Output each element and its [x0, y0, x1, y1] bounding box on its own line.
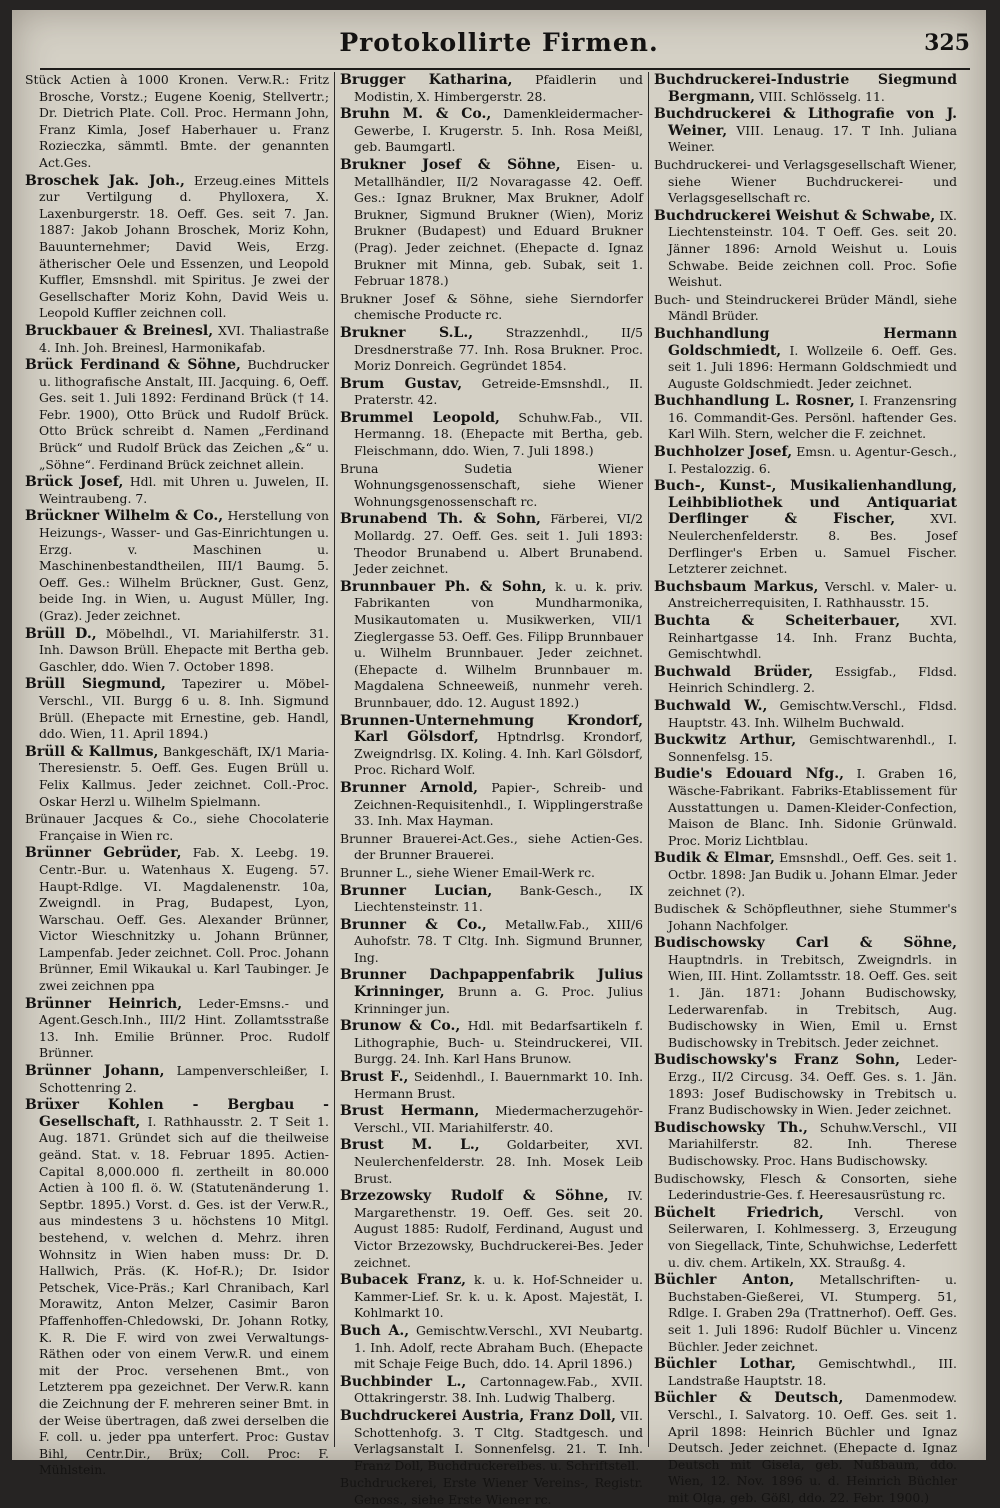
directory-entry [654, 850, 957, 900]
entry-text: Strazzenhdl., II/5 Dresdnerstraße 77. Inh. Rosa Brukner. Proc. Moriz Donreich. Gegründet 1854. [354, 324, 643, 374]
directory-entry [340, 1018, 643, 1068]
firm-name: Brunner Arnold, [340, 779, 478, 796]
directory-entry [654, 326, 957, 392]
directory-entry [654, 1390, 957, 1506]
firm-name: Brünner Johann, [25, 1063, 165, 1080]
directory-entry [654, 1120, 957, 1170]
entry-text: VIII. Schlösselg. 11. [758, 88, 885, 104]
firm-name: Brüxer Kohlen - Bergbau - Gesellschaft, [25, 1097, 329, 1130]
directory-entry [25, 72, 329, 172]
firm-name: Brugger Katharina, [340, 72, 513, 88]
directory-entry [25, 173, 329, 322]
directory-entry [654, 393, 957, 443]
entry-text: Goldarbeiter, XVI. Neulerchenfelderstr. 28. Inh. Mosek Leib Brust. [354, 1137, 643, 1186]
directory-entry [654, 698, 957, 731]
directory-entry [654, 1171, 957, 1204]
firm-name: Brust Hermann, [340, 1103, 480, 1120]
firm-name: Brust F., [340, 1069, 409, 1086]
directory-entry [340, 1408, 643, 1474]
firm-name: Buchsbaum Markus, [654, 578, 819, 595]
entry-text: Brünauer Jacques & Co., siehe Chocolaterie Française in Wien rc. [25, 811, 329, 843]
entry-text: Erzeug.eines Mittels zur Vertilgung d. Phylloxera, X. Laxenburgerstr. 18. Oeff. Ges. seit 7. Jan. 1887: Jakob Johann Broschek, Moriz Kohn, Bauunternehmer; David Weis, Erzg. ätherischer Oele und Essenzen, und Leopold Kuffler, Emsnshdl. mit Spiritus. Je zwei der Gesellschafter Moriz Kohn, David Weis u. Leopold Kuffler zeichnen coll. [39, 172, 329, 321]
firm-name: Brunner Lucian, [340, 882, 493, 899]
entry-text: Gemischtw.Verschl., XVI Neubartg. 1. Inh. Adolf, recte Abraham Buch. (Ehepacte mit Schaje Feige Buch, ddo. 14. April 1896.) [354, 1322, 643, 1372]
firm-name: Buchdruckerei-Industrie Siegmund Bergmann, [654, 72, 957, 105]
directory-entry [340, 106, 643, 156]
directory-entry [340, 291, 643, 324]
directory-entry [25, 996, 329, 1062]
entry-text: Leder-Erzg., II/2 Circusg. 34. Oeff. Ges. s. 1. Jän. 1893: Josef Budischowsky in Trebitsch u. Franz Budischowsky in Wien. Jeder zeichnet. [668, 1052, 957, 1118]
entry-text: Brunner Brauerei-Act.Ges., siehe Actien-Ges. der Brunner Brauerei. [340, 830, 643, 863]
entry-text: IV. Margarethenstr. 19. Oeff. Ges. seit 20. August 1885: Rudolf, Ferdinand, August und Victor Brzezowsky, Buchdruckerei-Bes. Jeder zeichnet. [354, 1188, 643, 1270]
directory-entry [654, 664, 957, 697]
entry-text: Hdl. mit Uhren u. Juwelen, II. Weintraubeng. 7. [39, 474, 329, 506]
entry-text: Hdl. mit Bedarfsartikeln f. Lithographie, Buch- u. Steindruckerei, VII. Burgg. 24. Inh. Karl Hans Brunow. [354, 1018, 644, 1067]
directory-entry [340, 917, 643, 967]
directory-entry [340, 579, 643, 712]
entry-text: Eisen- u. Metallhändler, II/2 Novaragasse 42. Oeff. Ges.: Ignaz Brukner, Max Brukner, Adolf Brukner, Sigmund Brukner (Wien), Moriz Brukner (Budapest) und Eduard Brukner (Prag). Jeder zeichnet. (Ehepacte d. Ignaz Brukner mit Minna, geb. Subak, seit 1. Februar 1878.) [354, 156, 643, 289]
firm-name: Budik & Elmar, [654, 850, 775, 867]
entry-text: Gemischtwarenhdl., I. Sonnenfelsg. 15. [668, 732, 957, 764]
entry-text: Miedermacherzugehör-Verschl., VII. Mariahilferstr. 40. [354, 1103, 643, 1135]
entry-text: IX. Liechtensteinstr. 104. T Oeff. Ges. seit 20. Jänner 1896: Arnold Weishut u. Louis Schwabe. Beide zeichnen coll. Proc. Sofie Weishut. [668, 207, 957, 290]
directory-entry [340, 713, 643, 779]
entry-text: VII. Schottenhofg. 3. T Cltg. Stadtgesch. und Verlagsanstalt I. Sonnenfelsg. 21. T. Inh. Franz Doll, Buchdruckereibes. u. Schriftstell. [354, 1407, 643, 1473]
firm-name: Buch-, Kunst-, Musikalienhandlung, Leihbibliothek und Antiquariat Derflinger & Fischer, [654, 478, 957, 528]
column-middle [334, 72, 648, 1507]
entry-text: Metallschriften- u. Buchstaben-Gießerei, VI. Stumperg. 51, Rdlge. I. Graben 29a (Trattnerhof). Oeff. Ges. seit 1. Juli 1896: Rudolf Büchler u. Vincenz Büchler. Jeder zeichnet. [668, 1272, 957, 1354]
directory-entry [654, 444, 957, 477]
directory-entry [340, 831, 643, 864]
firm-name: Brunner Dachpappenfabrik Julius Krinninger, [340, 967, 643, 1001]
firm-name: Brukner Josef & Söhne, [340, 156, 561, 173]
entry-text: Bruna Sudetia Wiener Wohnungsgenossenschaft, siehe Wiener Wohnungsgenossenschaft rc. [340, 460, 643, 509]
entry-text: Stück Actien à 1000 Kronen. Verw.R.: Fritz Brosche, Vorstz.; Eugene Koenig, Stellvertr.; Dr. Dietrich Plate. Coll. Proc. Hermann John, Franz Kimla, Josef Haberhauer u. Franz Rozieczka, sämmtl. Bmte. der genannten Act.Ges. [25, 72, 329, 170]
directory-entry [654, 157, 957, 207]
entry-text: Gemischtwhdl., III. Landstraße Hauptstr. 18. [668, 1356, 957, 1388]
firm-name: Buchholzer Josef, [654, 444, 793, 461]
firm-name: Büchler Lothar, [654, 1356, 796, 1373]
directory-entry [654, 732, 957, 765]
firm-name: Broschek Jak. Joh., [25, 172, 185, 189]
firm-name: Bruckbauer & Breinesl, [25, 322, 214, 339]
entry-text: Metallw.Fab., XIII/6 Auhofstr. 78. T Cltg. Inh. Sigmund Brunner, Ing. [354, 916, 643, 965]
directory-entry [654, 72, 957, 105]
entry-text: Hauptndrls. in Trebitsch, Zweigndrls. in Wien, III. Hint. Zollamtsstr. 18. Oeff. Ges. seit 1. Jän. 1871: Johann Budischowsky, Lederwarenfab. in Trebitsch, Aug. Budischowsky in Wien, Emil u. Ernst Budischowsky in Trebitsch. Jeder zeichnet. [668, 951, 957, 1050]
firm-name: Buchbinder L., [340, 1373, 467, 1390]
directory-entry [340, 511, 643, 577]
directory-entry [654, 208, 957, 291]
directory-entry [654, 1356, 957, 1389]
firm-name: Brüll & Kallmus, [25, 743, 159, 760]
directory-entry [25, 323, 329, 356]
firm-name: Bruhn M. & Co., [340, 106, 492, 123]
page-header [12, 28, 986, 68]
directory-entry [25, 676, 329, 742]
entry-text: Bank-Gesch., IX Liechtensteinstr. 11. [354, 882, 643, 915]
entry-text: VIII. Lenaug. 17. T Inh. Juliana Weiner. [668, 122, 957, 155]
firm-name: Buchwald W., [654, 697, 768, 714]
directory-entry [340, 865, 643, 882]
directory-entry [654, 935, 957, 1051]
entry-text: Leder-Emsns.- und Agent.Gesch.Inh., III/2 Hint. Zollamtsstraße 13. Inh. Emilie Brünner. Proc. Rudolf Brünner. [39, 995, 329, 1061]
firm-name: Brüll D., [25, 625, 97, 642]
entry-text: k. u. k. Hof-Schneider u. Kammer-Lief. Sr. k. u. k. Apost. Majestät, I. Kohlmarkt 10. [354, 1272, 643, 1321]
firm-name: Brunabend Th. & Sohn, [340, 511, 541, 528]
directory-entry [340, 1475, 643, 1508]
entry-text: Essigfab., Fldsd. Heinrich Schindlerg. 2. [668, 663, 957, 696]
firm-name: Brum Gustav, [340, 375, 463, 392]
directory-entry [25, 1097, 329, 1479]
firm-name: Buchhandlung L. Rosner, [654, 393, 855, 410]
entry-text: I. Graben 16, Wäsche-Fabrikant. Fabriks-Etablissement für Ausstattungen u. Damen-Kleider-Confection, Maison de Blanc. Inh. Sidonie Grünwald. Proc. Moriz Lichtblau. [668, 766, 957, 848]
directory-entry [25, 811, 329, 844]
directory-entry [340, 1323, 643, 1373]
entry-text: Tapezirer u. Möbel-Verschl., VII. Burgg 6 u. 8. Inh. Sigmund Brüll. (Ehepacte mit Ernestine, geb. Handl, ddo. Wien, 11. April 1894.) [39, 676, 330, 742]
directory-entry [340, 410, 643, 460]
directory-entry [654, 478, 957, 578]
entry-text: k. u. k. priv. Fabrikanten von Mundharmonika, Musikautomaten u. Musikwerken, VII/1 Zieglergasse 53. Oeff. Ges. Filipp Brunnbauer u. Wilhelm Brunnbauer. Jeder zeichnet. (Ehepacte d. Wilhelm Brunnbauer m. Magdalena Schneeweiß, nunmehr vereh. Brunnbauer, ddo. 12. August 1892.) [354, 578, 644, 710]
page-title: Protokollirte Firmen. [339, 28, 659, 57]
directory-entry [340, 967, 643, 1017]
entry-text: Buchdrucker u. lithografische Anstalt, III. Jacquing. 6, Oeff. Ges. seit 1. Juli 1892: Ferdinand Brück († 14. Febr. 1900), Otto Brück und Rudolf Brück. Otto Brück schreibt d. Namen „Ferdinand Brück“ und Rudolf Brück das Zeichen „&“ u. „Söhne“. Ferdinand Brück zeichnet allein. [39, 357, 329, 472]
entry-text: Schuhw.Verschl., VII Mariahilferstr. 82. Inh. Therese Budischowsky. Proc. Hans Budischowsky. [668, 1119, 957, 1168]
firm-name: Budischowsky's Franz Sohn, [654, 1052, 900, 1069]
firm-name: Brunnen-Unternehmung Krondorf, Karl Gölsdorf, [340, 712, 643, 746]
firm-name: Brzezowsky Rudolf & Söhne, [340, 1188, 609, 1205]
entry-text: I. Rathhausstr. 2. T Seit 1. Aug. 1871. Gründet sich auf die theilweise geänd. Stat. v. 18. Februar 1895. Actien-Capital 8,000.000 fl. zertheilt in 80.000 Actien à 100 fl. ö. W. (Statutenänderung 1. Septbr. 1895.) Vorst. d. Ges. ist der Verw.R., aus mindestens 3 u. höchstens 10 Mitgl. bestehend, v. welchen d. Mehrz. ihren Wohnsitz in Wien haben muss: Dr. D. Hallwich, Präs. (K. Hof-R.); Dr. Isidor Petschek, Vice-Präs.; Karl Chranibach, Karl Morawitz, Anton Melzer, Casimir Baron Pfaffenhoffen-Chledowski, Dr. Johann Rotky, K. R. Die F. wird von zwei Verwaltungs-Räthen oder von einem Verw.R. und einem mit der Proc. versehenen Bmt., von Letzterem ppa gezeichnet. Der Verw.R. kann die Zeichnung der F. mehreren seiner Bmt. in der Weise übertragen, daß zwei derselben die F. coll. u. jeder ppa unterfert. Proc: Gustav Bihl, Centr.Dir., Brüx; Coll. Proc: F. Mühlstein. [39, 1113, 329, 1478]
firm-name: Brünner Gebrüder, [25, 845, 182, 862]
firm-name: Bubacek Franz, [340, 1272, 467, 1289]
directory-entry [340, 883, 643, 916]
directory-entry [340, 1374, 643, 1407]
entry-text: Emsnshdl., Oeff. Ges. seit 1. Octbr. 1898: Jan Budik u. Johann Elmar. Jeder zeichnet (?). [668, 850, 957, 899]
firm-name: Brück Ferdinand & Söhne, [25, 357, 241, 374]
entry-text: XVI. Reinhartgasse 14. Inh. Franz Buchta, Gemischtwhdl. [668, 613, 957, 662]
entry-text: Brunn a. G. Proc. Julius Krinninger jun. [354, 984, 643, 1016]
firm-name: Brückner Wilhelm & Co., [25, 508, 224, 525]
directory-entry [654, 579, 957, 612]
firm-name: Budie's Edouard Nfg., [654, 766, 844, 783]
directory-page [12, 10, 986, 1507]
directory-entry [340, 1069, 643, 1102]
directory-entry [654, 1052, 957, 1118]
columns [20, 72, 972, 1507]
firm-name: Buchta & Scheiterbauer, [654, 613, 901, 629]
firm-name: Brummel Leopold, [340, 409, 500, 426]
entry-text: XVI. Neulerchenfelderstr. 8. Bes. Josef Derflinger's Erben u. Samuel Fischer. Letzterer zeichnet. [668, 511, 957, 577]
entry-text: Verschl. von Seilerwaren, I. Kohlmesserg. 3, Erzeugung von Siegellack, Tinte, Schuhwichse, Lederfett u. div. chem. Artikeln, XX. Straußg. 4. [668, 1204, 957, 1270]
directory-entry [340, 1272, 643, 1322]
entry-text: Emsn. u. Agentur-Gesch., I. Pestalozzig. 6. [668, 444, 957, 476]
entry-text: Damenmodew. Verschl., I. Salvatorg. 10. Oeff. Ges. seit 1. April 1898: Heinrich Büchler und Ignaz Deutsch. Jeder zeichnet. (Ehepacte d. Ignaz Deutsch mit Gisela, geb. Nußbaum, ddo. Wien, 12. Nov. 1896 u. d. Heinrich Büchler mit Olga, geb. Gößl, ddo. 22. Febr. 1900.) [668, 1390, 957, 1505]
firm-name: Brünner Heinrich, [25, 995, 183, 1012]
directory-entry [25, 1063, 329, 1096]
firm-name: Buchdruckerei & Lithografie von J. Weiner, [654, 106, 957, 139]
entry-text: Buchdruckerei- und Verlagsgesellschaft Wiener, siehe Wiener Buchdruckerei- und Verlagsgesellschaft rc. [654, 156, 957, 206]
firm-name: Buch A., [340, 1322, 410, 1339]
entry-text: Cartonnagew.Fab., XVII. Ottakringerstr. 38. Inh. Ludwig Thalberg. [354, 1373, 643, 1406]
entry-text: Gemischtw.Verschl., Fldsd. Hauptstr. 43. Inh. Wilhelm Buchwald. [668, 697, 957, 730]
firm-name: Buchwald Brüder, [654, 663, 814, 680]
entry-text: Buch- und Steindruckerei Brüder Mändl, siehe Mändl Brüder. [654, 291, 957, 324]
firm-name: Büchler Anton, [654, 1272, 795, 1289]
directory-entry [654, 1205, 957, 1271]
directory-entry [654, 1272, 957, 1355]
directory-entry [25, 626, 329, 676]
firm-name: Buckwitz Arthur, [654, 732, 797, 749]
page-number: 325 [924, 30, 970, 56]
entry-text: I. Franzensring 16. Commandit-Ges. Persönl. haftender Ges. Karl Wilh. Stern, welcher die F. zeichnet. [668, 393, 957, 442]
directory-entry [25, 474, 329, 507]
entry-text: Papier-, Schreib- und Zeichnen-Requisitenhdl., I. Wipplingerstraße 33. Inh. Max Hayman. [354, 779, 643, 829]
firm-name: Budischowsky Carl & Söhne, [654, 935, 957, 952]
firm-name: Brunnbauer Ph. & Sohn, [340, 578, 547, 595]
firm-name: Brust M. L., [340, 1137, 480, 1154]
entry-text: XVI. Thaliastraße 4. Inh. Joh. Breinesl, Harmonikafab. [39, 322, 329, 355]
firm-name: Buchdruckerei Weishut & Schwabe, [654, 207, 936, 224]
firm-name: Brunner & Co., [340, 916, 487, 933]
entry-text: Brukner Josef & Söhne, siehe Sierndorfer chemische Producte rc. [340, 290, 643, 323]
directory-entry [340, 1188, 643, 1271]
entry-text: Bankgeschäft, IX/1 Maria-Theresienstr. 5. Oeff. Ges. Eugen Brüll u. Felix Kallmus. Jeder zeichnet. Coll.-Proc. Oskar Herzl u. Wilhelm Spielmann. [39, 743, 329, 809]
column-left [20, 72, 334, 1478]
entry-text: Fab. X. Leebg. 19. Centr.-Bur. u. Watenhaus X. Eugeng. 57. Haupt-Rdlge. VI. Magdalenenstr. 10a, Zweigndl. in Prag, Budapest, Lyon, Warschau. Oeff. Ges. Alexander Brünner, Victor Wieschnitzky u. Johann Brünner, Lampenfab. Jeder zeichnet. Coll. Proc. Johann Brünner, Emil Wikaukal u. Karl Taubinger. Je zwei zeichnen ppa [39, 845, 329, 994]
entry-text: Hptndrlsg. Krondorf, Zweigndrlsg. IX. Koling. 4. Inh. Karl Gölsdorf, Proc. Richard Wolf. [354, 729, 643, 778]
directory-entry [340, 157, 643, 290]
entry-text: Brunner L., siehe Wiener Email-Werk rc. [340, 864, 595, 880]
firm-name: Buchdruckerei Austria, Franz Doll, [340, 1407, 616, 1424]
directory-entry [654, 106, 957, 156]
entry-text: Buchdruckerei, Erste Wiener Vereins-, Registr. Genoss., siehe Erste Wiener rc. [340, 1475, 643, 1507]
entry-text: Damenkleidermacher-Gewerbe, I. Krugerstr. 5. Inh. Rosa Meißl, geb. Baumgartl. [354, 106, 643, 155]
entry-text: I. Wollzeile 6. Oeff. Ges. seit 1. Juli 1896: Hermann Goldschmiedt und Auguste Goldschmiedt. Jeder zeichnet. [668, 342, 957, 391]
entry-text: Schuhw.Fab., VII. Hermanng. 18. (Ehepacte mit Bertha, geb. Fleischmann, ddo. Wien, 7. Juli 1898.) [354, 409, 643, 459]
directory-entry [25, 508, 329, 624]
directory-entry [340, 72, 643, 105]
firm-name: Brunow & Co., [340, 1018, 461, 1035]
firm-name: Büchler & Deutsch, [654, 1390, 844, 1407]
header-rule [40, 68, 970, 70]
directory-entry [340, 1103, 643, 1136]
entry-text: Pfaidlerin und Modistin, X. Himbergerstr. 28. [354, 72, 643, 104]
directory-entry [654, 766, 957, 849]
entry-text: Verschl. v. Maler- u. Anstreicherrequisiten, I. Rathhausstr. 15. [668, 578, 957, 611]
firm-name: Brüll Siegmund, [25, 676, 166, 693]
entry-text: Herstellung von Heizungs-, Wasser- und Gas-Einrichtungen u. Erzg. v. Maschinen u. Maschinenbestandtheilen, III/1 Baumg. 5. Oeff. Ges.: Wilhelm Brückner, Gust. Genz, beide Ing. in Wien, u. August Müller, Ing. (Graz). Jeder zeichnet. [39, 508, 329, 623]
directory-entry [25, 845, 329, 994]
directory-entry [340, 780, 643, 830]
directory-entry [654, 292, 957, 325]
column-right [648, 72, 962, 1505]
entry-text: Färberei, VI/2 Mollardg. 27. Oeff. Ges. seit 1. Juli 1893: Theodor Brunabend u. Albert Brunabend. Jeder zeichnet. [354, 511, 643, 577]
entry-text: Budischek & Schöpfleuthner, siehe Stummer's Johann Nachfolger. [654, 901, 957, 933]
firm-name: Brukner S.L., [340, 324, 474, 341]
directory-entry [340, 325, 643, 375]
entry-text: Budischowsky, Flesch & Consorten, siehe Lederindustrie-Ges. f. Heeresausrüstung rc. [654, 1170, 957, 1203]
firm-name: Brück Josef, [25, 474, 124, 491]
directory-entry [340, 1137, 643, 1187]
entry-text: Getreide-Emsnshdl., II. Praterstr. 42. [354, 375, 643, 408]
entry-text: Möbelhdl., VI. Mariahilferstr. 31. Inh. Dawson Brüll. Ehepacte mit Bertha geb. Gaschler, ddo. Wien 7. October 1898. [39, 625, 329, 674]
directory-entry [25, 357, 329, 473]
firm-name: Buchhandlung Hermann Goldschmiedt, [654, 325, 957, 359]
firm-name: Budischowsky Th., [654, 1119, 808, 1136]
entry-text: Lampenverschleißer, I. Schottenring 2. [39, 1063, 329, 1095]
directory-entry [340, 376, 643, 409]
directory-entry [654, 901, 957, 934]
firm-name: Büchelt Friedrich, [654, 1204, 824, 1221]
directory-entry [654, 613, 957, 663]
entry-text: Seidenhdl., I. Bauernmarkt 10. Inh. Hermann Brust. [354, 1069, 644, 1101]
directory-entry [340, 461, 643, 511]
directory-entry [25, 744, 329, 810]
